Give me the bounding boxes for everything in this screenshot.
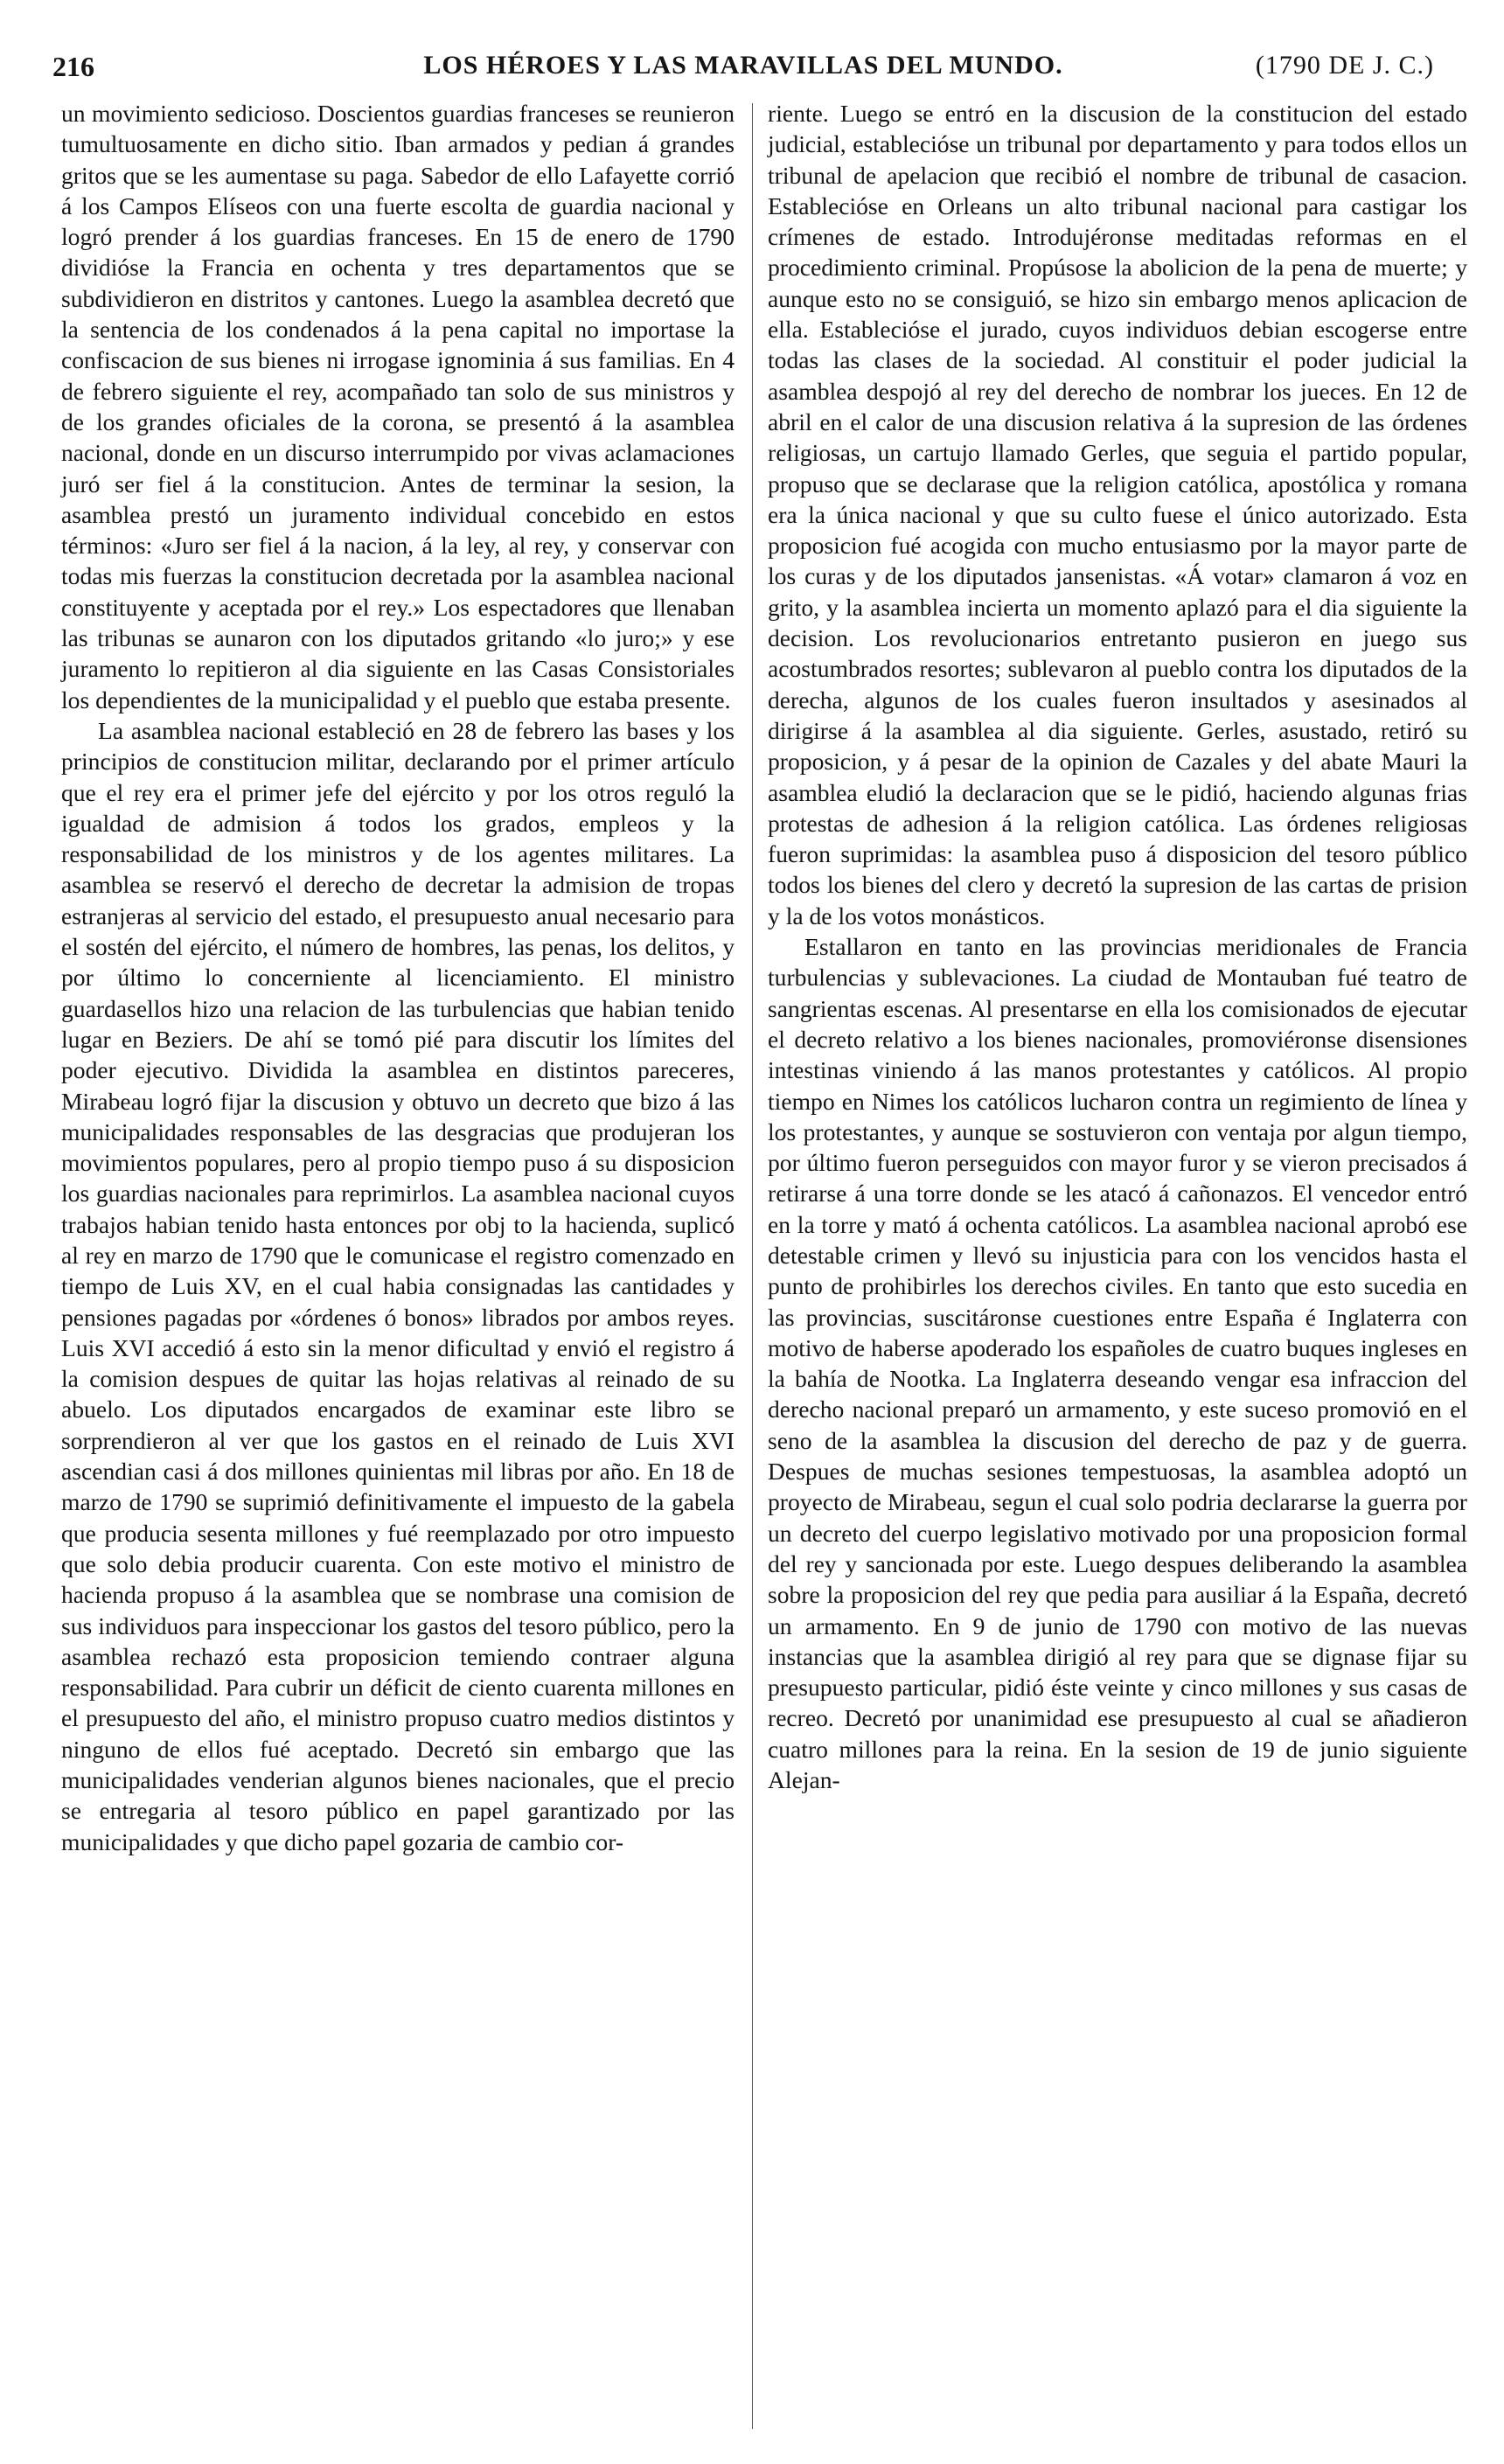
page-number: 216 [52,51,94,82]
paragraph: un movimiento sedicioso. Doscientos guardias franceses se reunieron tumultuosamente en dicho sitio. Iban armados y pedian á grandes gritos que se les aumentase su paga. Sabedor de ello Lafayette corrió á los Campos Elíseos con una fuerte escolta de guardia nacional y logró prender á los guardias franceses. En 15 de enero de 1790 dividióse la Francia en ochenta y tres departamentos que se subdividieron en distritos y cantones. Luego la asamblea decretó que la sentencia de los condenados á la pena capital no importase la confiscacion de sus bienes ni irrogase ignominia á sus familias. En 4 de febrero siguiente el rey, acompañado tan solo de sus ministros y de los grandes oficiales de la corona, se presentó á la asamblea nacional, donde en un discurso interrumpido por vivas aclamaciones juró ser fiel á la constitucion. Antes de terminar la sesion, la asamblea prestó un juramento individual concebido en estos términos: «Juro ser fiel á la nacion, á la ley, al rey, y conservar con todas mis fuerzas la constitucion decretada por la asamblea nacional constituyente y aceptada por el rey.» Los espectadores que llenaban las tribunas se aunaron con los diputados gritando «lo juro;» y ese juramento lo repitieron al dia siguiente en las Casas Consistoriales los dependientes de la municipalidad y el pueblo que estaba presente. [61,100,735,713]
paragraph: Estallaron en tanto en las provincias meridionales de Francia turbulencias y sublevaciones. La ciudad de Montauban fué teatro de sangrientas escenas. Al presentarse en ella los comisionados de ejecutar el decreto relativo a los bienes nacionales, promoviéronse disensiones intestinas viniendo á las manos protestantes y católicos. Al propio tiempo en Nimes los católicos lucharon contra un regimiento de línea y los protestantes, y aunque se sostuvieron con ventaja por algun tiempo, por último fueron perseguidos con mayor furor y se vieron precisados á retirarse á una torre donde se les atacó á cañonazos. El vencedor entró en la torre y mató á ochenta católicos. La asamblea nacional aprobó ese detestable crimen y llevó su injusticia para con los vencidos hasta el punto de prohibirles los derechos civiles. En tanto que esto sucedia en las provincias, suscitáronse cuestiones entre España é Inglaterra con motivo de haberse apoderado los españoles de cuatro buques ingleses en la bahía de Nootka. La Inglaterra deseando vengar esa infraccion del derecho nacional preparó un armamento, y este suceso promovió en el seno de la asamblea la discusion del derecho de paz y de guerra. Despues de muchas sesiones tempestuosas, la asamblea adoptó un proyecto de Mirabeau, segun el cual solo podria declararse la guerra por un decreto del cuerpo legislativo motivado por una proposicion formal del rey y sancionada por este. Luego despues deliberando la asamblea sobre la proposicion del rey que pedia para ausiliar á la España, decretó un armamento. En 9 de junio de 1790 con motivo de las nuevas instancias que la asamblea dirigió al rey para que se dignase fijar su presupuesto particular, pidió éste veinte y cinco millones y sus casas de recreo. Decretó por unanimidad ese presupuesto al cual se añadieron cuatro millones para la reina. En la sesion de 19 de junio siguiente Alejan- [768,933,1467,1794]
right-column [768,98,1467,1795]
paragraph: La asamblea nacional estableció en 28 de febrero las bases y los principios de constitucion militar, declarando por el primer artículo que el rey era el primer jefe del ejército y por los otros reguló la igualdad de admision á todos los grados, empleos y la responsabilidad de los ministros y de los agentes militares. La asamblea se reservó el derecho de decretar la admision de tropas estranjeras al servicio del estado, el presupuesto anual necesario para el sostén del ejército, el número de hombres, las penas, los delitos, y por último lo concerniente al licenciamiento. El ministro guardasellos hizo una relacion de las turbulencias que habian tenido lugar en Beziers. De ahí se tomó pié para discutir los límites del poder ejecutivo. Dividida la asamblea en distintos pareceres, Mirabeau logró fijar la discusion y obtuvo un decreto que bizo á las municipalidades responsables de las desgracias que produjeran los movimientos populares, pero al propio tiempo puso á su disposicion los guardias nacionales para reprimirlos. La asamblea nacional cuyos trabajos habian tenido hasta entonces por obj to la hacienda, suplicó al rey en marzo de 1790 que le comunicase el registro comenzado en tiempo de Luis XV, en el cual habia consignadas las cantidades y pensiones pagadas por «órdenes ó bonos» librados por ambos reyes. Luis XVI accedió á esto sin la menor dificultad y envió el registro á la comision despues de quitar las hojas relativas al reinado de su abuelo. Los diputados encargados de examinar este libro se sorprendieron al ver que los gastos en el reinado de Luis XVI ascendian casi á dos millones quinientas mil libras por año. En 18 de marzo de 1790 se suprimió definitivamente el impuesto de la gabela que producia sesenta millones y fué reemplazado por otro impuesto que solo debia producir cuarenta. Con este motivo el ministro de hacienda propuso á la asamblea que se nombrase una comision de sus individuos para inspeccionar los gastos del tesoro público, pero la asamblea rechazó esta proposicion temiendo contraer alguna responsabilidad. Para cubrir un déficit de ciento cuarenta millones en el presupuesto del año, el ministro propuso cuatro medios distintos y ninguno de ellos fué aceptado. Decretó sin embargo que las municipalidades venderian algunos bienes nacionales, que el precio se entregaria al tesoro público en papel garantizado por las municipalidades y que dicho papel gozaria de cambio cor- [61,716,735,1855]
running-title: LOS HÉROES Y LAS MARAVILLAS DEL MUNDO. [423,51,1063,80]
page-header [52,51,1434,94]
left-column [61,98,735,1857]
running-date: (1790 DE J. C.) [1255,51,1434,80]
paragraph: riente. Luego se entró en la discusion de la constitucion del estado judicial, establecióse un tribunal por departamento y para todos ellos un tribunal de apelacion que recibió el nombre de tribunal de casacion. Establecióse en Orleans un alto tribunal nacional para castigar los crímenes de estado. Introdujéronse meditadas reformas en el procedimiento criminal. Propúsose la abolicion de la pena de muerte; y aunque esto no se consiguió, se hizo sin embargo menos aplicacion de ella. Establecióse el jurado, cuyos individuos debian escogerse entre todas las clases de la sociedad. Al constituir el poder judicial la asamblea despojó al rey del derecho de nombrar los jueces. En 12 de abril en el calor de una discusion relativa á la supresion de las órdenes religiosas, un cartujo llamado Gerles, que seguia el partido popular, propuso que se declarase que la religion católica, apostólica y romana era la única nacional y que su culto fuese el único autorizado. Esta proposicion fué acogida con mucho entusiasmo por la mayor parte de los curas y de los diputados jansenistas. «Á votar» clamaron á voz en grito, y la asamblea incierta un momento aplazó para el dia siguiente la decision. Los revolucionarios entretanto pusieron en juego sus acostumbrados resortes; sublevaron al pueblo contra los diputados de la derecha, algunos de los cuales fueron insultados y asesinados al dirigirse á la asamblea al dia siguiente. Gerles, asustado, retiró su proposicion, y á pesar de la opinion de Cazales y del abate Mauri la asamblea eludió la declaracion que se le pidió, haciendo algunas frias protestas de adhesion á la religion católica. Las órdenes religiosas fueron suprimidas: la asamblea puso á disposicion del tesoro público todos los bienes del clero y decretó la supresion de las cartas de prision y la de los votos monásticos. [768,100,1467,929]
column-divider [752,103,753,2429]
